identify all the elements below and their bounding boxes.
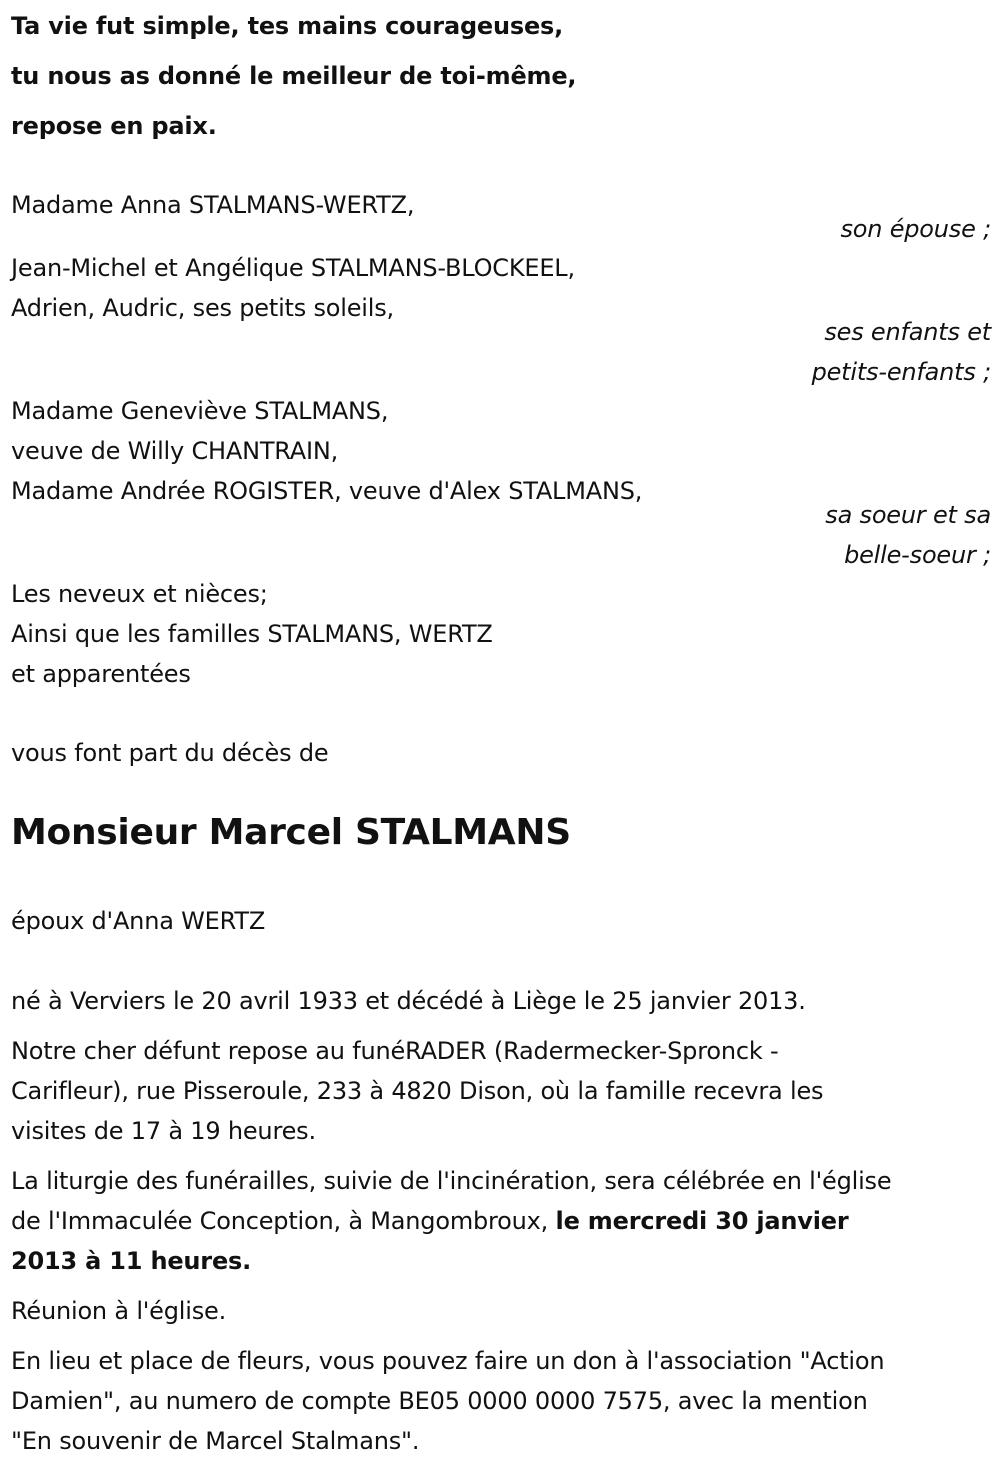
children-line-1: Jean-Michel et Angélique STALMANS-BLOCKEEL, [11, 254, 575, 282]
liturgy-time: 2013 à 11 heures. [11, 1247, 252, 1275]
poem-line-3: repose en paix. [11, 112, 217, 140]
children-role-line-1: ses enfants et [824, 318, 991, 346]
children-line-2: Adrien, Audric, ses petits soleils, [11, 294, 394, 322]
others-line-1: Les neveux et nièces; [11, 580, 268, 608]
liturgy-date: le mercredi 30 janvier [555, 1207, 849, 1235]
spouse-name: Madame Anna STALMANS-WERTZ, [11, 191, 415, 219]
reunion-line: Réunion à l'église. [11, 1297, 227, 1325]
siblings-line-1: Madame Geneviève STALMANS, [11, 397, 389, 425]
repose-line-1: Notre cher défunt repose au funéRADER (Radermecker-Spronck - [11, 1037, 779, 1065]
poem-line-2: tu nous as donné le meilleur de toi-même, [11, 62, 577, 90]
deceased-spouse-line: époux d'Anna WERTZ [11, 907, 266, 935]
liturgy-line-2-text: de l'Immaculée Conception, à Mangombroux, [11, 1207, 556, 1235]
poem-line-1: Ta vie fut simple, tes mains courageuses, [11, 12, 564, 40]
siblings-line-2: veuve de Willy CHANTRAIN, [11, 437, 339, 465]
children-role-line-2: petits-enfants ; [811, 358, 991, 386]
others-line-2: Ainsi que les familles STALMANS, WERTZ [11, 620, 493, 648]
donation-line-2: Damien", au numero de compte BE05 0000 0000 7575, avec la mention [11, 1387, 868, 1415]
donation-line-1: En lieu et place de fleurs, vous pouvez faire un don à l'association "Action [11, 1347, 885, 1375]
siblings-role-line-2: belle-soeur ; [844, 541, 991, 569]
donation-line-3: "En souvenir de Marcel Stalmans". [11, 1427, 420, 1455]
siblings-line-3: Madame Andrée ROGISTER, veuve d'Alex STALMANS, [11, 477, 643, 505]
siblings-role-line-1: sa soeur et sa [825, 501, 991, 529]
announcement: vous font part du décès de [11, 739, 329, 767]
spouse-role: son épouse ; [840, 215, 991, 243]
birth-death-line: né à Verviers le 20 avril 1933 et décédé à Liège le 25 janvier 2013. [11, 987, 806, 1015]
deceased-name: Monsieur Marcel STALMANS [11, 812, 571, 853]
repose-line-3: visites de 17 à 19 heures. [11, 1117, 316, 1145]
others-line-3: et apparentées [11, 660, 191, 688]
repose-line-2: Carifleur), rue Pisseroule, 233 à 4820 Dison, où la famille recevra les [11, 1077, 824, 1105]
liturgy-line-2 [11, 1201, 848, 1241]
liturgy-line-1: La liturgie des funérailles, suivie de l'incinération, sera célébrée en l'église [11, 1167, 892, 1195]
